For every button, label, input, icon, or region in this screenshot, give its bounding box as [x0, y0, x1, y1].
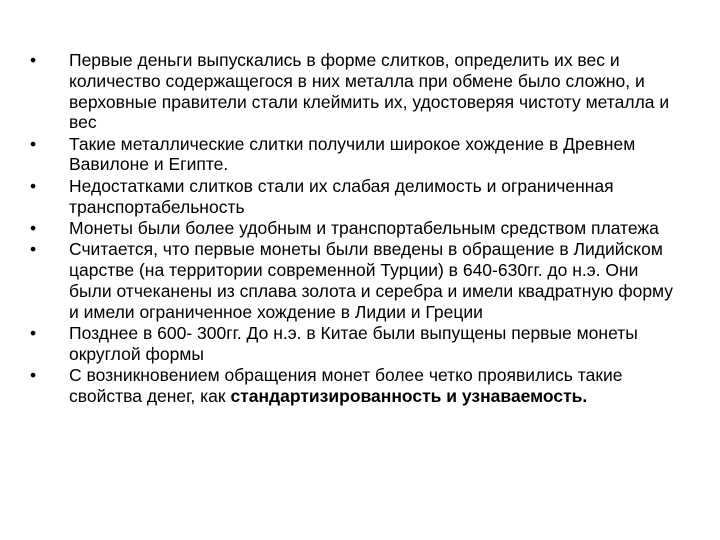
- list-item: [30, 176, 680, 218]
- list-item: [30, 50, 680, 133]
- list-item-text: Первые деньги выпускались в форме слитков, определить их вес и количество содержащегося в них металла при обмене было сложно, и верховные правители стали клеймить их, удостоверяя чистоту металла и вес: [69, 50, 670, 133]
- bullet-icon: •: [30, 50, 37, 70]
- bullet-icon: •: [30, 364, 37, 385]
- bullet-list: [30, 50, 680, 407]
- list-item-text: [69, 365, 680, 407]
- list-item: [30, 239, 680, 322]
- list-item-text: Такие металлические слитки получили широкое хождение в Древнем Вавилоне и Египте.: [69, 133, 636, 175]
- emphasis-text: стандартизированность и узнаваемость.: [230, 385, 588, 406]
- list-item-text: Монеты были более удобным и транспортабельным средством платежа: [69, 217, 659, 238]
- list-item-text: Позднее в 600- 300гг. До н.э. в Китае были выпущены первые монеты округлой формы: [69, 322, 638, 364]
- list-item: [30, 365, 680, 407]
- bullet-icon: •: [30, 239, 37, 260]
- bullet-icon: •: [30, 175, 37, 196]
- list-item-text: Недостатками слитков стали их слабая делимость и ограниченная транспортабельность: [69, 175, 614, 217]
- bullet-icon: •: [30, 322, 37, 343]
- list-item-plain-text: С возникновением обращения монет более четко проявились такие свойства денег, как: [69, 364, 623, 406]
- list-item: [30, 134, 680, 176]
- list-item-text: Считается, что первые монеты были введены в обращение в Лидийском царстве (на территории современной Турции) в 640-630гг. до н.э. Они были отчеканены из сплава золота и серебра и имели квадратную форму и имели ограниченное хождение в Лидии и Греции: [69, 239, 674, 322]
- list-item: [30, 323, 680, 365]
- list-item: [30, 218, 680, 239]
- bullet-icon: •: [30, 217, 37, 238]
- bullet-icon: •: [30, 133, 37, 154]
